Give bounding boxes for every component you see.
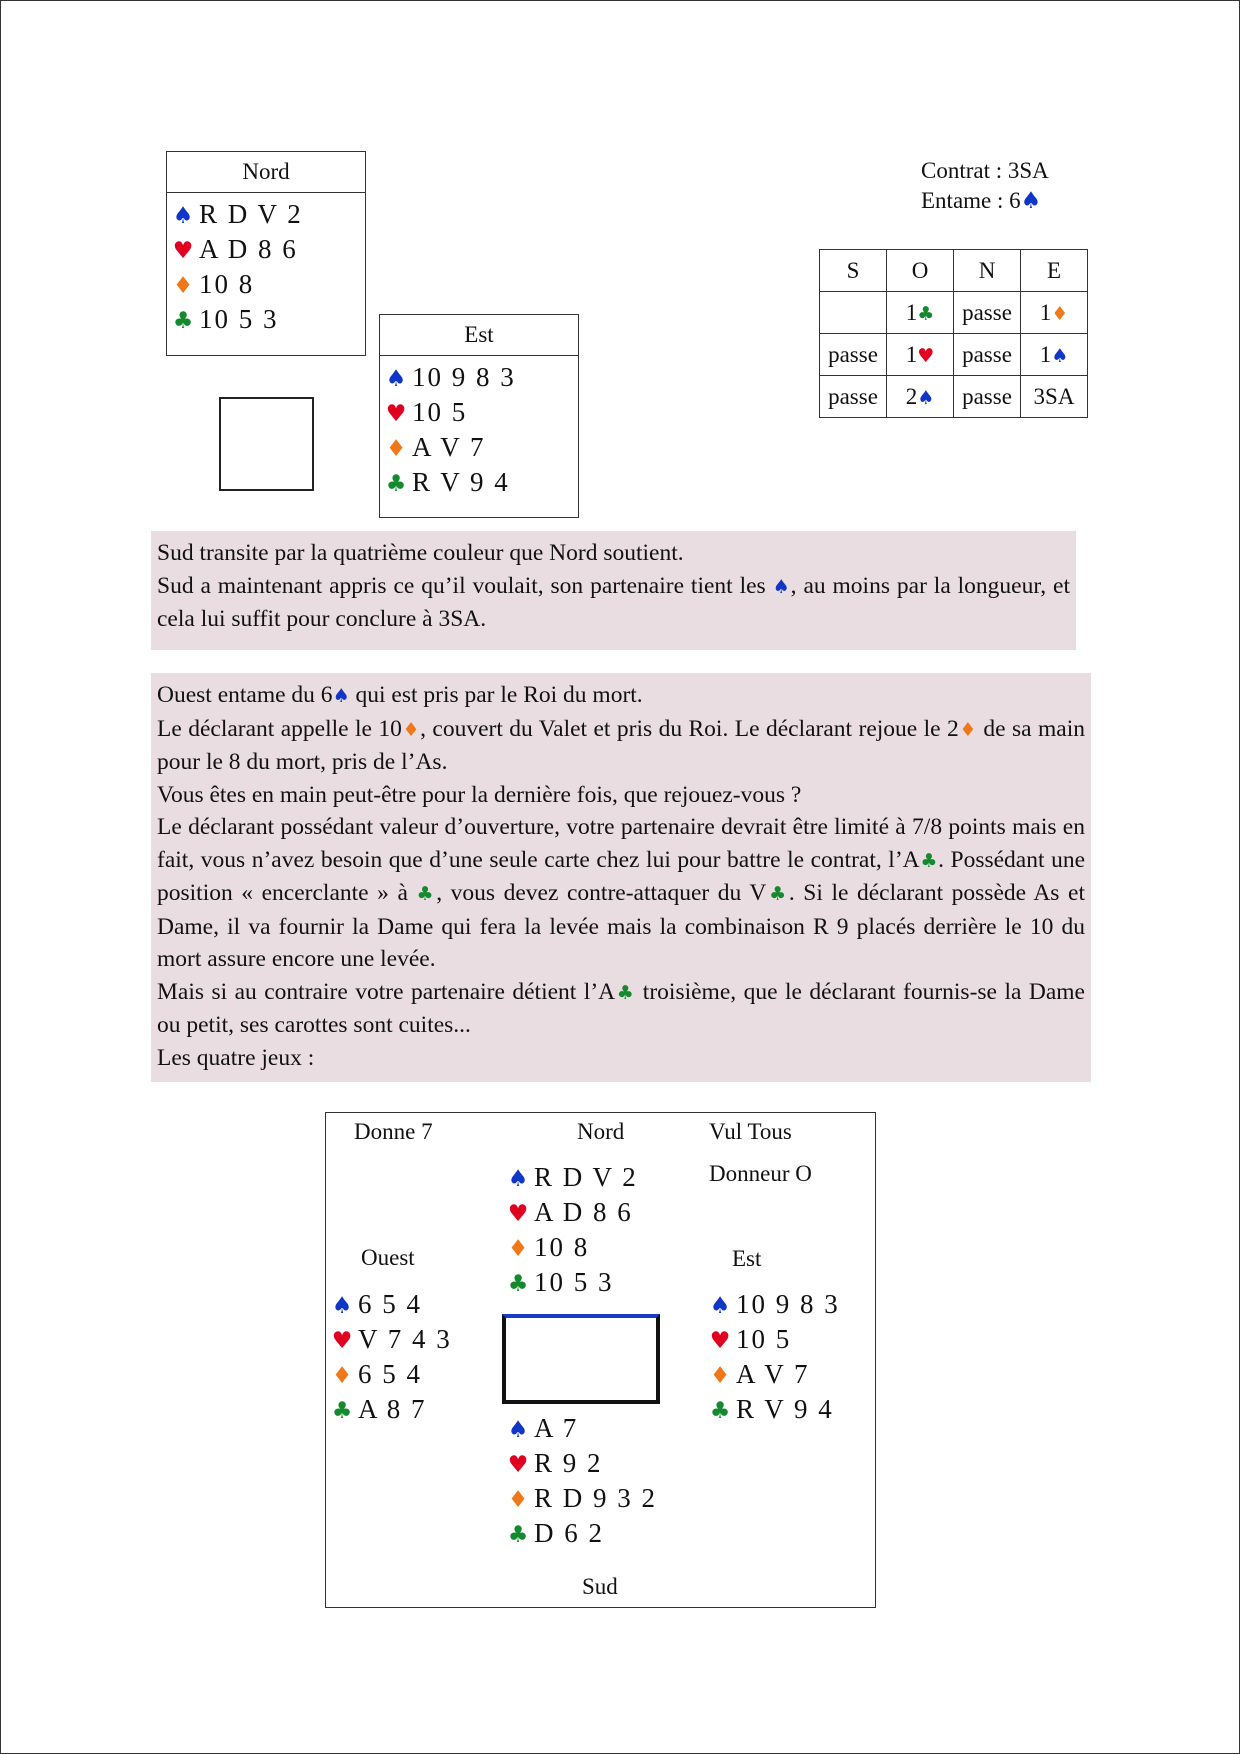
north-hand-box xyxy=(166,151,366,356)
south-clubs: ♣ D 6 2 xyxy=(506,1516,657,1551)
diamond-icon: ♦ xyxy=(958,718,977,741)
spade-icon: ♠ xyxy=(772,575,791,598)
bidding-row xyxy=(820,292,1088,334)
paragraph: Vous êtes en main peut-être pour la dernière fois, que rejouez-vous ? xyxy=(157,781,802,808)
club-icon: ♣ xyxy=(507,1271,529,1297)
east-hearts: ♥ 10 5 xyxy=(708,1322,840,1357)
bid-cell xyxy=(1021,334,1088,376)
club-icon: ♣ xyxy=(917,302,935,325)
deal-east-hand xyxy=(708,1287,840,1427)
east-box-title: Est xyxy=(380,315,578,356)
north-diamonds: ♦ 10 8 xyxy=(506,1230,638,1265)
bid-cell xyxy=(887,292,954,334)
south-diamonds: ♦ R D 9 3 2 xyxy=(506,1481,657,1516)
spade-icon: ♠ xyxy=(917,386,935,409)
bid-header: N xyxy=(954,250,1021,292)
paragraph: Sud a maintenant appris ce qu’il voulait, son partenaire tient les ♠, au moins par la longueur, et cela lui suffit pour conclure à 3SA. xyxy=(157,572,1070,632)
south-spades: ♠ A 7 xyxy=(506,1411,657,1446)
heart-icon: ♥ xyxy=(331,1328,353,1354)
bid-cell: passe xyxy=(954,292,1021,334)
heart-icon: ♥ xyxy=(917,344,935,367)
diamond-icon: ♦ xyxy=(507,1487,529,1513)
east-hand xyxy=(380,356,578,500)
heart-icon: ♥ xyxy=(507,1201,529,1227)
deal-west-hand xyxy=(330,1287,452,1427)
diamond-icon: ♦ xyxy=(1051,302,1069,325)
bid-header: E xyxy=(1021,250,1088,292)
paragraph: Ouest entame du 6♠ qui est pris par le Roi du mort. xyxy=(157,682,643,708)
deal-number: Donne 7 xyxy=(354,1119,433,1144)
diamond-icon: ♦ xyxy=(172,273,194,299)
bid-cell: passe xyxy=(954,334,1021,376)
spade-icon: ♠ xyxy=(709,1293,731,1319)
diamond-icon: ♦ xyxy=(385,436,407,462)
east-diamonds: ♦ A V 7 xyxy=(708,1357,840,1392)
north-label: Nord xyxy=(577,1119,625,1144)
lead-line xyxy=(921,186,1049,216)
heart-icon: ♥ xyxy=(507,1452,529,1478)
club-icon: ♣ xyxy=(507,1522,529,1548)
club-icon: ♣ xyxy=(919,849,939,872)
paragraph: Mais si au contraire votre partenaire détient l’A♣ troisième, que le déclarant fournis-se la Dame ou petit, ses carottes sont cuites... xyxy=(157,978,1085,1038)
north-spades: ♠ R D V 2 xyxy=(171,197,365,232)
west-clubs: ♣ A 8 7 xyxy=(330,1392,452,1427)
vulnerability: Vul Tous xyxy=(709,1119,792,1144)
spade-icon: ♠ xyxy=(1020,188,1042,214)
bid-header: O xyxy=(887,250,954,292)
bid-cell xyxy=(887,334,954,376)
paragraph: Les quatre jeux : xyxy=(157,1044,315,1071)
south-hearts: ♥ R 9 2 xyxy=(506,1446,657,1481)
bid-value: 2 xyxy=(905,383,918,409)
paragraph: Sud transite par la quatrième couleur que Nord soutient. xyxy=(157,540,684,566)
club-icon: ♣ xyxy=(172,308,194,334)
paragraph: Le déclarant possédant valeur d’ouverture, votre partenaire devrait être limité à 7/8 points mais en fait, vous n’avez besoin que d’une seule carte chez lui pour battre le contrat, l’A♣. Possédant une position « encerclante » à ♣, vous devez contre-attaquer du V♣. Si le déclarant possède As et Dame, il va fournir la Dame qui fera la levée mais la combinaison R 9 placés derrière le 10 du mort assure encore une levée. xyxy=(157,814,1085,972)
north-hearts: ♥ A D 8 6 xyxy=(171,232,365,267)
club-icon: ♣ xyxy=(331,1398,353,1424)
paragraph: Le déclarant appelle le 10♦, couvert du Valet et pris du Roi. Le déclarant rejoue le 2♦ de sa main pour le 8 du mort, pris de l’As. xyxy=(157,715,1085,775)
spade-icon: ♠ xyxy=(331,1293,353,1319)
bid-value: 1 xyxy=(905,299,918,325)
heart-icon: ♥ xyxy=(172,238,194,264)
diamond-icon: ♦ xyxy=(709,1363,731,1389)
north-hand xyxy=(167,193,365,337)
club-icon: ♣ xyxy=(615,981,636,1004)
east-hearts: ♥ 10 5 xyxy=(384,395,578,430)
spade-icon: ♠ xyxy=(332,685,350,707)
north-clubs: ♣ 10 5 3 xyxy=(171,302,365,337)
bid-cell: 3SA xyxy=(1021,376,1088,418)
deal-north-hand xyxy=(506,1160,638,1300)
west-label: Ouest xyxy=(361,1245,415,1270)
heart-icon: ♥ xyxy=(385,401,407,427)
east-spades: ♠ 10 9 8 3 xyxy=(384,360,578,395)
deal-south-hand xyxy=(506,1411,657,1551)
club-icon: ♣ xyxy=(709,1398,731,1424)
contract-text: Contrat : 3SA xyxy=(921,158,1049,183)
lead-text: Entame : 6 xyxy=(921,188,1021,213)
diamond-icon: ♦ xyxy=(507,1236,529,1262)
north-clubs: ♣ 10 5 3 xyxy=(506,1265,638,1300)
heart-icon: ♥ xyxy=(709,1328,731,1354)
north-spades: ♠ R D V 2 xyxy=(506,1160,638,1195)
bid-value: 1 xyxy=(1039,299,1052,325)
commentary-play xyxy=(151,673,1091,1082)
diamond-icon: ♦ xyxy=(331,1363,353,1389)
bid-cell xyxy=(887,376,954,418)
contract-info xyxy=(921,156,1049,216)
bidding-header-row xyxy=(820,250,1088,292)
table-square xyxy=(219,397,314,491)
west-diamonds: ♦ 6 5 4 xyxy=(330,1357,452,1392)
bid-cell: passe xyxy=(820,334,887,376)
spade-icon: ♠ xyxy=(1051,344,1069,367)
spade-icon: ♠ xyxy=(507,1166,529,1192)
club-icon: ♣ xyxy=(385,471,407,497)
east-clubs: ♣ R V 9 4 xyxy=(384,465,578,500)
spade-icon: ♠ xyxy=(507,1417,529,1443)
bid-cell: passe xyxy=(820,376,887,418)
east-diamonds: ♦ A V 7 xyxy=(384,430,578,465)
north-box-title: Nord xyxy=(167,152,365,193)
east-label: Est xyxy=(732,1246,762,1271)
club-icon: ♣ xyxy=(416,883,437,905)
bidding-row xyxy=(820,334,1088,376)
north-diamonds: ♦ 10 8 xyxy=(171,267,365,302)
bid-value: 1 xyxy=(905,341,918,367)
diamond-icon: ♦ xyxy=(401,718,421,741)
spade-icon: ♠ xyxy=(172,203,194,229)
bidding-row xyxy=(820,376,1088,418)
north-hearts: ♥ A D 8 6 xyxy=(506,1195,638,1230)
bid-value: 1 xyxy=(1039,341,1052,367)
table-center xyxy=(502,1314,660,1404)
dealer: Donneur O xyxy=(709,1161,812,1186)
east-spades: ♠ 10 9 8 3 xyxy=(708,1287,840,1322)
spade-icon: ♠ xyxy=(385,366,407,392)
bidding-table xyxy=(819,249,1088,418)
bid-cell xyxy=(820,292,887,334)
commentary-bidding xyxy=(151,531,1076,650)
west-hearts: ♥ V 7 4 3 xyxy=(330,1322,452,1357)
east-hand-box xyxy=(379,314,579,518)
club-icon: ♣ xyxy=(766,883,789,905)
south-label: Sud xyxy=(582,1574,618,1599)
bid-header: S xyxy=(820,250,887,292)
east-clubs: ♣ R V 9 4 xyxy=(708,1392,840,1427)
bid-cell: passe xyxy=(954,376,1021,418)
west-spades: ♠ 6 5 4 xyxy=(330,1287,452,1322)
bid-cell xyxy=(1021,292,1088,334)
